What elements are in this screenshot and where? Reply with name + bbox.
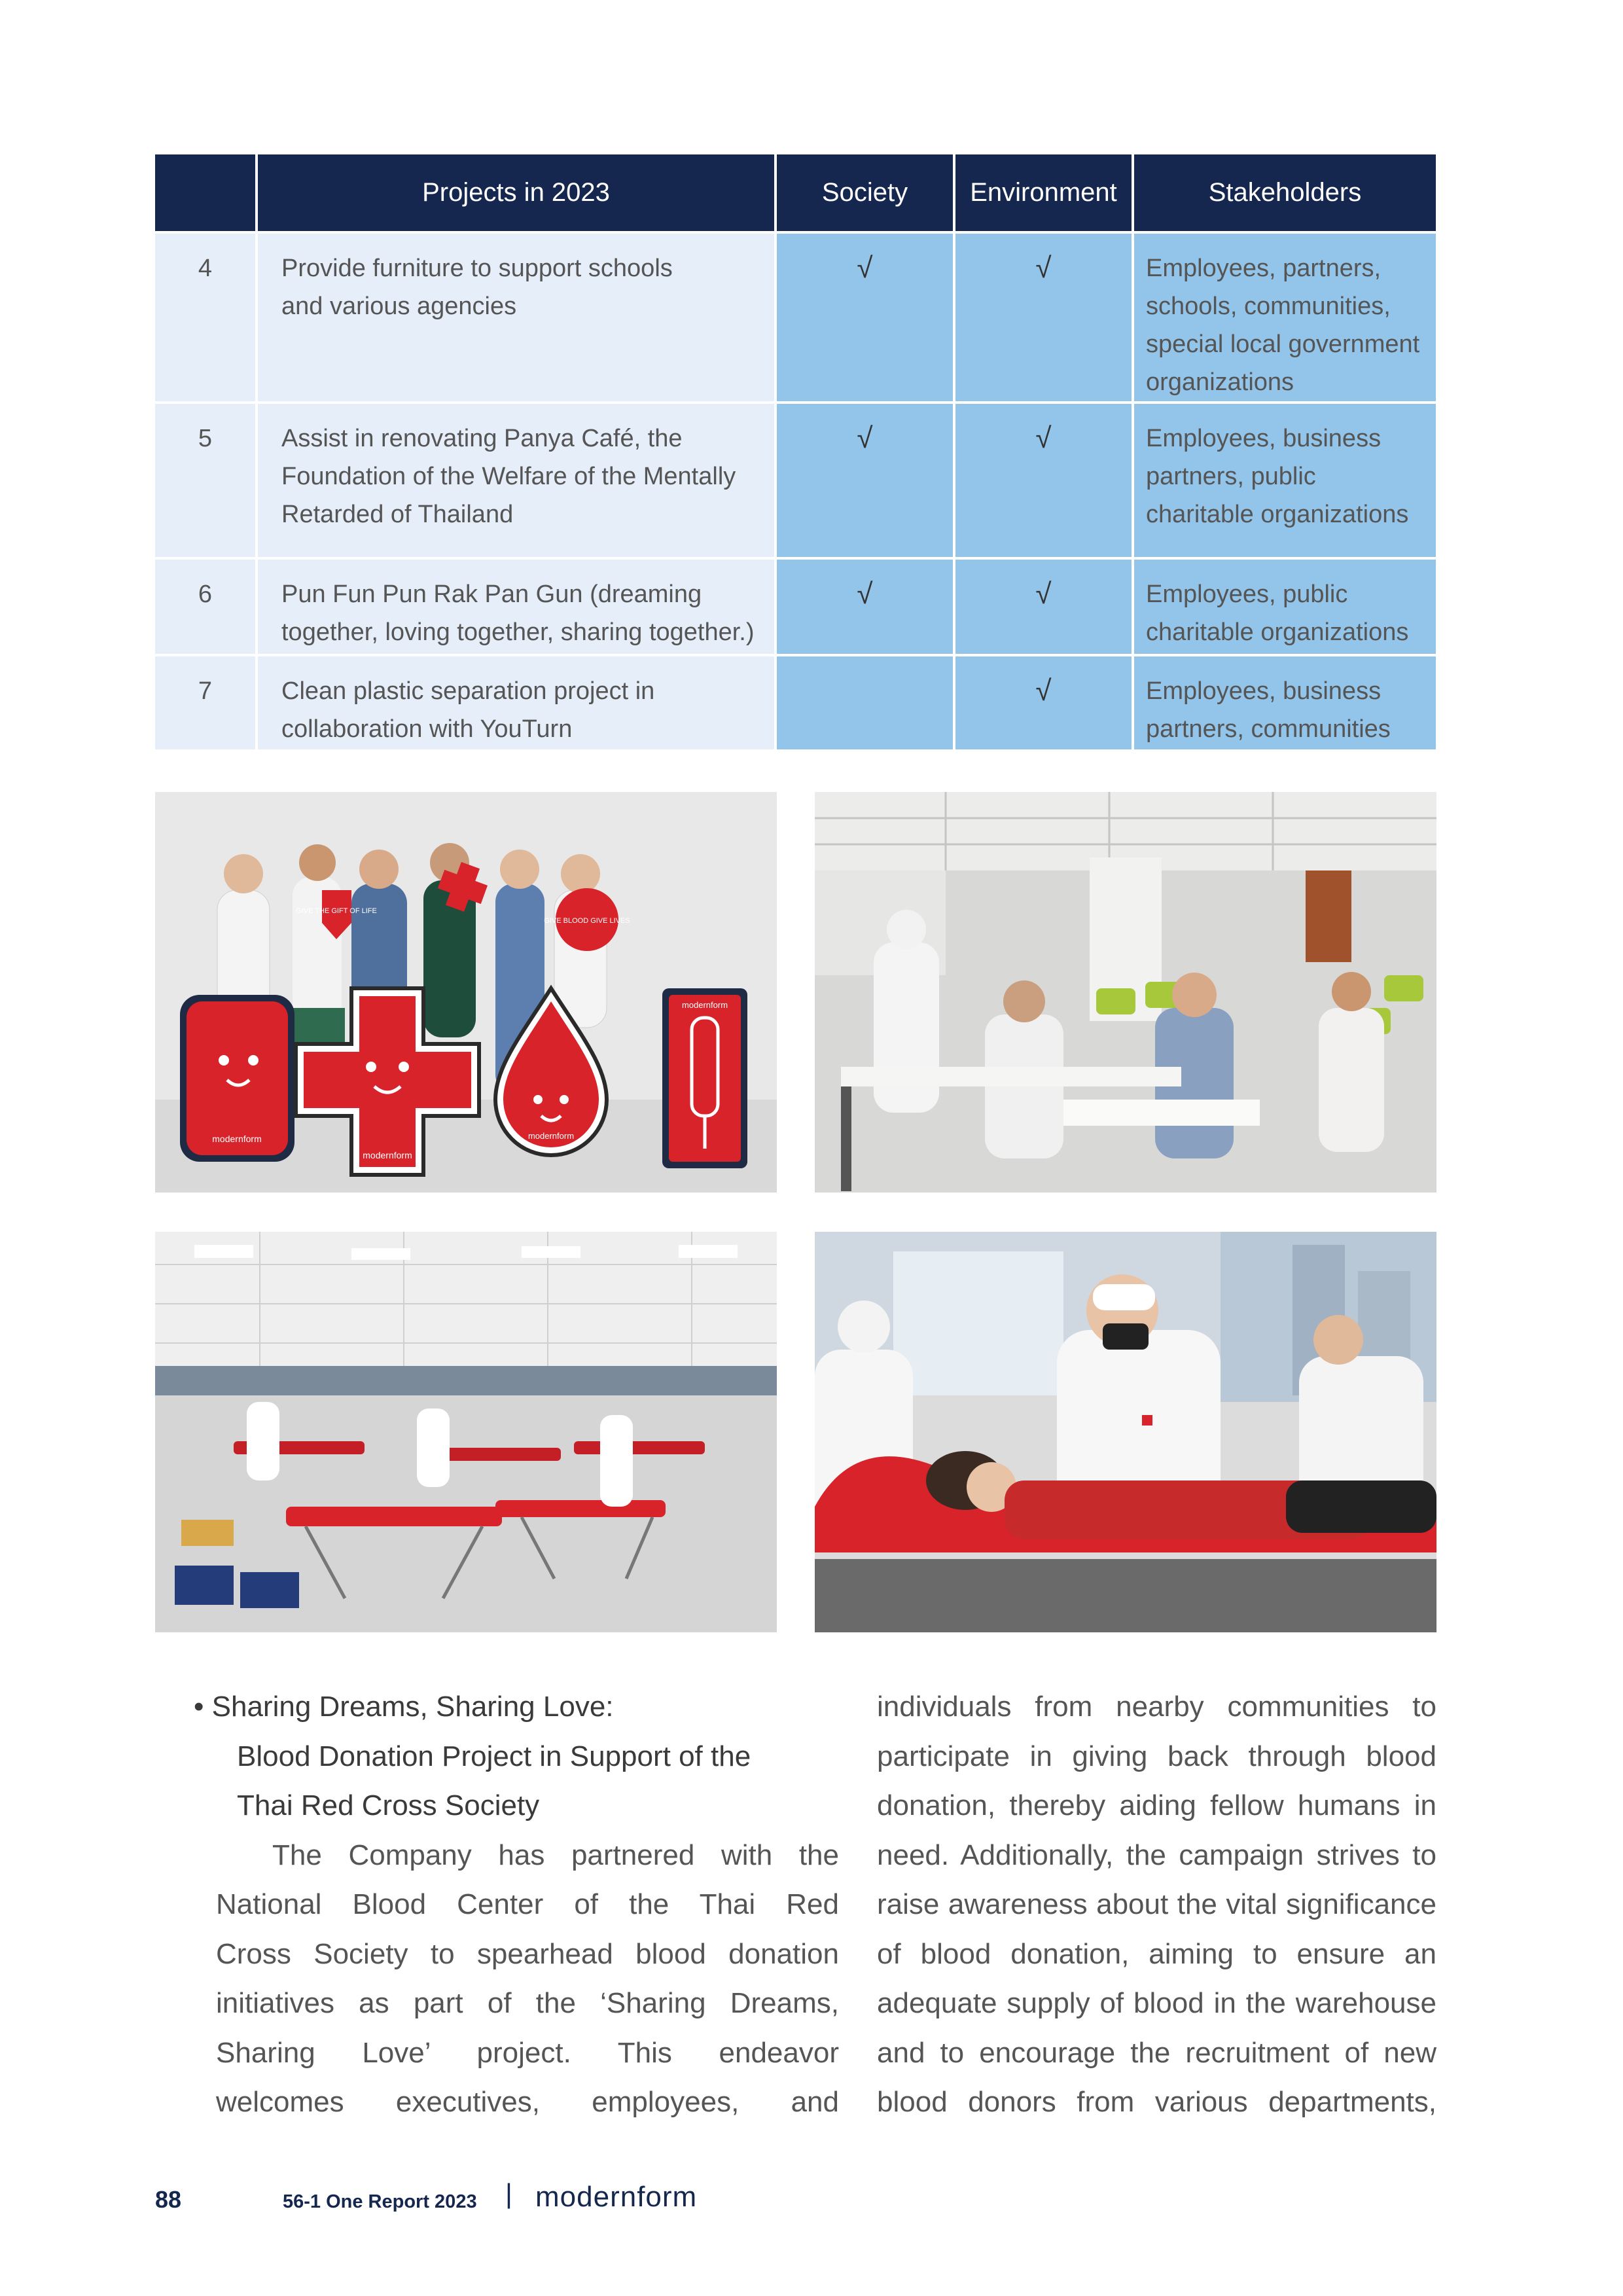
sign-text: GIVE BLOOD GIVE LIVES xyxy=(544,917,630,925)
photo-registration-desk xyxy=(815,792,1436,1193)
article-heading-line xyxy=(194,1682,839,1732)
text-line: Retarded of Thailand xyxy=(281,501,514,528)
paragraph-line: blood donors from various departments, xyxy=(877,2086,1436,2118)
text-line: together, loving together, sharing together.) xyxy=(281,619,755,646)
header-no xyxy=(155,154,257,232)
text-line: Foundation of the Welfare of the Mentally xyxy=(281,463,736,490)
society-check xyxy=(776,655,954,751)
text-line: charitable organizations xyxy=(1146,619,1409,646)
bullet-icon: • xyxy=(194,1691,204,1723)
environment-check: √ xyxy=(954,232,1133,403)
stakeholders xyxy=(1133,655,1436,751)
paragraph-line: donation, thereby aiding fellow humans in xyxy=(877,1789,1436,1821)
footer-separator: | xyxy=(505,2178,512,2209)
paragraph-line: raise awareness about the vital significance xyxy=(877,1888,1436,1920)
mascot-brand: modernform xyxy=(527,1131,575,1141)
page-number: 88 xyxy=(155,2186,182,2213)
table-row xyxy=(155,403,1436,558)
environment-check: √ xyxy=(954,655,1133,751)
table-row xyxy=(155,232,1436,403)
society-check: √ xyxy=(776,232,954,403)
csr-projects-table xyxy=(155,154,1436,752)
paragraph-line: initiatives as part of the ‘Sharing Dreams, xyxy=(216,1987,839,2019)
table-row xyxy=(155,558,1436,655)
text-line: Pun Fun Pun Rak Pan Gun (dreaming xyxy=(281,581,702,608)
header-society: Society xyxy=(776,154,954,232)
paragraph-line: National Blood Center of the Thai Red xyxy=(216,1888,839,1920)
mascot-brand: modernform xyxy=(681,1000,728,1010)
paragraph-line: participate in giving back through blood xyxy=(877,1740,1436,1772)
photo-mascots-group xyxy=(155,792,777,1193)
paragraph-line: Sharing Love’ project. This endeavor xyxy=(216,2036,839,2069)
society-check: √ xyxy=(776,558,954,655)
header-stakeholders: Stakeholders xyxy=(1133,154,1436,232)
project-name xyxy=(257,558,776,655)
text-line: organizations xyxy=(1146,368,1294,396)
brand-logo: modernform xyxy=(535,2181,698,2213)
text-line: Assist in renovating Panya Café, the xyxy=(281,425,683,452)
article-right-column xyxy=(877,1682,1436,2127)
table-row xyxy=(155,655,1436,751)
project-name xyxy=(257,403,776,558)
article-heading-line: Blood Donation Project in Support of the xyxy=(237,1740,751,1772)
text-line: Employees, business xyxy=(1146,677,1382,705)
sign-text: GIVE THE GIFT OF LIFE xyxy=(296,907,377,915)
paragraph-line: of blood donation, aiming to ensure an xyxy=(877,1937,1436,1970)
stakeholders xyxy=(1133,232,1436,403)
report-name: 56-1 One Report 2023 xyxy=(283,2191,477,2212)
row-number: 7 xyxy=(155,655,257,751)
text-line: Employees, public xyxy=(1146,581,1348,608)
text-line: partners, communities xyxy=(1146,715,1391,743)
environment-check: √ xyxy=(954,558,1133,655)
paragraph-line: The Company has partnered with the xyxy=(272,1839,839,1871)
project-name xyxy=(257,232,776,403)
text-line: schools, communities, xyxy=(1146,293,1391,320)
stakeholders xyxy=(1133,558,1436,655)
text-line: and various agencies xyxy=(281,293,517,320)
paragraph-line: Cross Society to spearhead blood donation xyxy=(216,1937,839,1970)
paragraph-line: and to encourage the recruitment of new xyxy=(877,2036,1436,2069)
text-line: Provide furniture to support schools xyxy=(281,255,673,282)
row-number: 5 xyxy=(155,403,257,558)
text-line: Employees, business xyxy=(1146,425,1382,452)
header-projects: Projects in 2023 xyxy=(257,154,776,232)
mascot-brand: modernform xyxy=(212,1134,262,1144)
paragraph-line: need. Additionally, the campaign strives to xyxy=(877,1839,1436,1871)
header-environment: Environment xyxy=(954,154,1133,232)
mascot-syringe xyxy=(662,988,747,1168)
table-header-row xyxy=(155,154,1436,232)
photo-donation-hall xyxy=(155,1232,777,1632)
photo-donor-closeup xyxy=(815,1232,1436,1632)
text-line: Employees, partners, xyxy=(1146,255,1382,282)
heading-text: Sharing Dreams, Sharing Love: xyxy=(211,1691,614,1723)
paragraph-line: welcomes executives, employees, and xyxy=(216,2086,839,2118)
text-line: Clean plastic separation project in xyxy=(281,677,655,705)
society-check: √ xyxy=(776,403,954,558)
text-line: collaboration with YouTurn xyxy=(281,715,573,743)
row-number: 4 xyxy=(155,232,257,403)
row-number: 6 xyxy=(155,558,257,655)
text-line: special local government xyxy=(1146,331,1420,358)
mascot-blood-bag xyxy=(180,995,294,1162)
stakeholders xyxy=(1133,403,1436,558)
mascot-brand: modernform xyxy=(363,1150,412,1160)
article-heading-line: Thai Red Cross Society xyxy=(237,1789,540,1821)
project-name xyxy=(257,655,776,751)
article-left-column xyxy=(194,1682,839,2127)
text-line: partners, public xyxy=(1146,463,1316,490)
environment-check: √ xyxy=(954,403,1133,558)
paragraph-line: individuals from nearby communities to xyxy=(877,1691,1436,1723)
paragraph-line: adequate supply of blood in the warehouse xyxy=(877,1987,1436,2019)
text-line: charitable organizations xyxy=(1146,501,1409,528)
